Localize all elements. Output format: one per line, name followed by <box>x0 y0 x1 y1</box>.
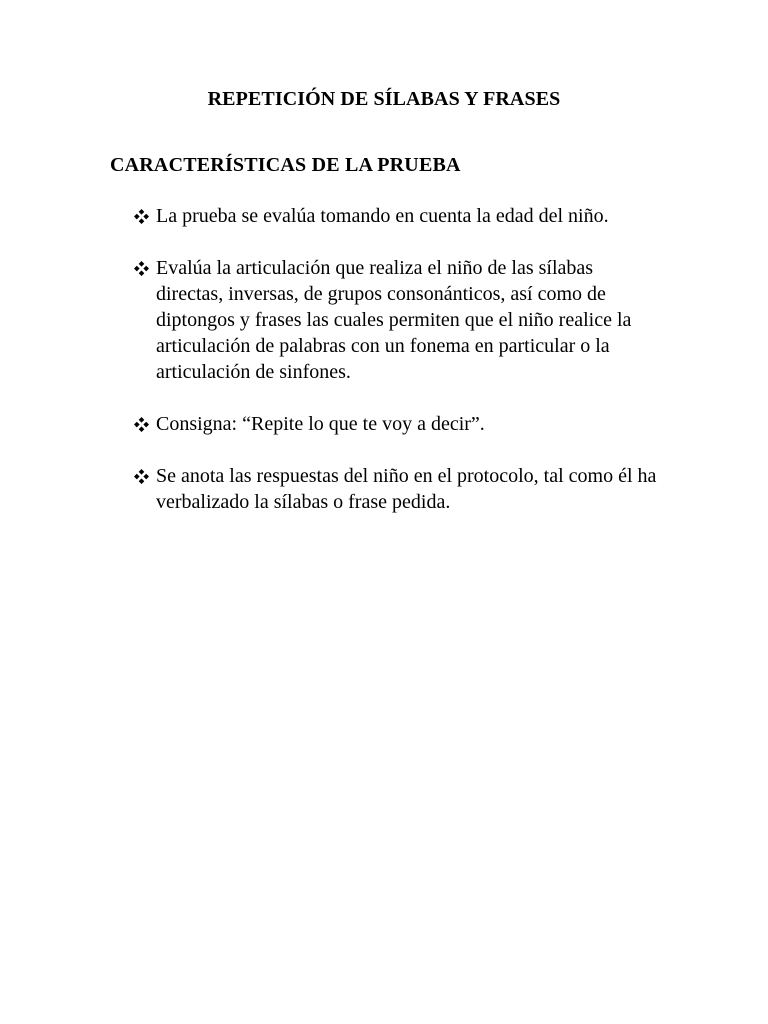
characteristics-list <box>133 203 663 541</box>
four-diamond-bullet-icon <box>134 469 149 484</box>
bullet-text: Consigna: “Repite lo que te voy a decir”. <box>156 413 485 435</box>
list-item <box>133 255 663 385</box>
four-diamond-bullet-icon <box>134 209 149 224</box>
bullet-text: Evalúa la articulación que realiza el niño de las sílabas directas, inversas, de grupos consonánticos, así como de diptongos y frases las cuales permiten que el niño realice la articulación de palabras con un fonema en particular o la articulación de sinfones. <box>156 257 632 383</box>
list-item <box>133 203 663 229</box>
four-diamond-bullet-icon <box>134 417 149 432</box>
section-heading: CARACTERÍSTICAS DE LA PRUEBA <box>110 154 461 176</box>
list-item <box>133 411 663 437</box>
document-title: REPETICIÓN DE SÍLABAS Y FRASES <box>207 88 561 110</box>
bullet-text: Se anota las respuestas del niño en el protocolo, tal como él ha verbalizado la sílabas o frase pedida. <box>156 465 657 513</box>
bullet-text: La prueba se evalúa tomando en cuenta la edad del niño. <box>156 205 609 227</box>
four-diamond-bullet-icon <box>134 261 149 276</box>
list-item <box>133 463 663 515</box>
